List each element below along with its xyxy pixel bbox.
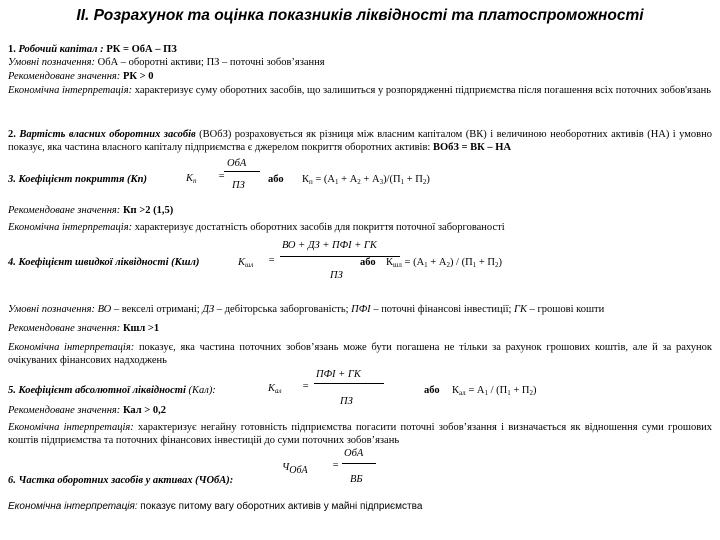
formula-3-alt: $К_п = (А_1 + А_2 + А_3)/(П_1 + П_2)$ xyxy=(302,174,430,186)
formula-4-fraction-bar xyxy=(280,256,400,257)
interpretation-text: показує, яка частина поточних зобов’язань може бути погашена не тільки за рахунок грошових коштів, але й за рахунок очікуваних фінансових надходжень xyxy=(8,342,712,366)
section-2-name: Вартість власних оборотних засобів xyxy=(19,129,196,140)
section-1-interpretation xyxy=(8,84,712,97)
section-2-text: (ВОбЗ) розраховується як різниця між власним капіталом (ВК) і величиною необоротних активів (НА) і умовно показує, яка частина власного капіталу підприємства є джерелом покриття оборотних активів: xyxy=(8,129,713,153)
formula-5-denominator: ПЗ xyxy=(340,396,353,407)
section-2-number: 2. xyxy=(8,129,16,140)
formula-3-fraction-bar xyxy=(224,171,260,172)
recommended-value: РК > 0 xyxy=(122,71,154,82)
section-3-recommended xyxy=(8,204,173,217)
formula-4-alt: $К_{шл} = (А_1 + А_2) / (П_1 + П_2)$ xyxy=(386,257,502,269)
section-2-paragraph xyxy=(8,128,712,154)
section-5-interpretation xyxy=(8,421,712,447)
recommended-label: Рекомендоване значення: xyxy=(8,323,121,334)
interpretation-text: характеризує негайну готовність підприємства погасити поточні зобов’язання і визначається як відношення суми грошових коштів підприємства та поточних фінансових інвестицій до суми поточних зобов’язань xyxy=(8,422,713,446)
notation-label: Умовні позначення: xyxy=(8,304,96,315)
formula-6-denominator: ВБ xyxy=(350,474,363,485)
section-1-name: Робочий капітал : xyxy=(18,44,104,55)
section-4-notation: Умовні позначення: ВО – векселі отримані; ДЗ – дебіторська заборгованість; ПФІ – поточні фінансові інвестиції; ГК – грошові кошти xyxy=(8,304,605,315)
formula-3-lhs-main: К xyxy=(186,173,193,184)
notation-label: Умовні позначення: xyxy=(8,57,96,68)
interpretation-label: Економічна інтерпретація: xyxy=(8,342,135,353)
interpretation-text: показує питому вагу оборотних активів у майні підприємства xyxy=(140,501,423,512)
formula-3-eq: = xyxy=(218,171,226,182)
interpretation-label: Економічна інтерпретація: xyxy=(8,85,133,96)
interpretation-label: Економічна інтерпретація: xyxy=(8,222,133,233)
formula-5-alt: $К_{ал} = А_1 / (П_1 + П_2)$ xyxy=(452,385,537,397)
formula-3-or: або xyxy=(268,174,284,185)
interpretation-text: характеризує суму оборотних засобів, що залишиться у розпорядженні підприємства після погашення всіх поточних зобов'язань xyxy=(134,85,712,96)
page-title: II. Розрахунок та оцінка показників ліквідності та платоспроможності xyxy=(76,7,644,24)
formula-6-eq: = xyxy=(332,460,340,471)
section-5-recommended xyxy=(8,404,166,417)
recommended-value: Кп >2 (1,5) xyxy=(122,205,174,216)
formula-3-lhs xyxy=(186,173,196,185)
recommended-label: Рекомендоване значення: xyxy=(8,71,121,82)
interpretation-label: Економічна інтерпретація: xyxy=(8,501,138,512)
formula-3-denominator: ПЗ xyxy=(232,180,245,191)
formula-4-denominator: ПЗ xyxy=(330,270,343,281)
notation-text: ОбА – оборотні активи; ПЗ – поточні зобов’язання xyxy=(97,57,325,68)
formula-6-numerator: ОбА xyxy=(344,448,364,459)
section-6-interpretation xyxy=(8,500,422,513)
formula-3-numerator: ОбА xyxy=(227,158,247,169)
section-1-notation xyxy=(8,56,325,69)
recommended-label: Рекомендоване значення: xyxy=(8,205,121,216)
formula-6-lhs: ЧОбА xyxy=(282,462,308,476)
recommended-label: Рекомендоване значення: xyxy=(8,405,121,416)
formula-4-or: або xyxy=(360,257,376,268)
section-1-heading xyxy=(8,43,177,56)
formula-5-numerator: ПФІ + ГК xyxy=(316,369,361,380)
recommended-value: Кшл >1 xyxy=(122,323,160,334)
section-2-formula: ВОбЗ = ВК – НА xyxy=(432,142,512,153)
section-1-recommended xyxy=(8,70,153,83)
recommended-value: Кал > 0,2 xyxy=(122,405,167,416)
section-4-recommended xyxy=(8,322,159,335)
section-1-formula: РК = ОбА – ПЗ xyxy=(106,44,177,55)
formula-5-or: або xyxy=(424,385,440,396)
section-5-heading: 5. Коефіцієнт абсолютної ліквідності (Кал): xyxy=(8,385,216,396)
interpretation-text: характеризує достатність оборотних засобів для покриття поточної заборгованості xyxy=(134,222,505,233)
formula-6-fraction-bar xyxy=(342,463,376,464)
section-1-number: 1. xyxy=(8,44,16,55)
section-3-heading: 3. Коефіцієнт покриття (Кп) xyxy=(8,174,147,185)
formula-3-lhs-sub: п xyxy=(192,177,197,185)
formula-5-fraction-bar xyxy=(314,383,384,384)
section-3-interpretation xyxy=(8,221,505,234)
formula-4-lhs: $К_{шл}$ xyxy=(238,257,254,269)
formula-4-eq: = xyxy=(268,255,276,266)
formula-5-eq: = xyxy=(302,381,310,392)
section-4-interpretation xyxy=(8,341,712,367)
formula-4-numerator: ВО + ДЗ + ПФІ + ГК xyxy=(282,240,377,251)
section-4-heading: 4. Коефіцієнт швидкої ліквідності (Кшл) xyxy=(8,257,200,268)
section-6-heading: 6. Частка оборотних засобів у активах (ЧОбА): xyxy=(8,475,234,486)
interpretation-label: Економічна інтерпретація: xyxy=(8,422,134,433)
formula-5-lhs: $К_{ал}$ xyxy=(268,383,282,395)
